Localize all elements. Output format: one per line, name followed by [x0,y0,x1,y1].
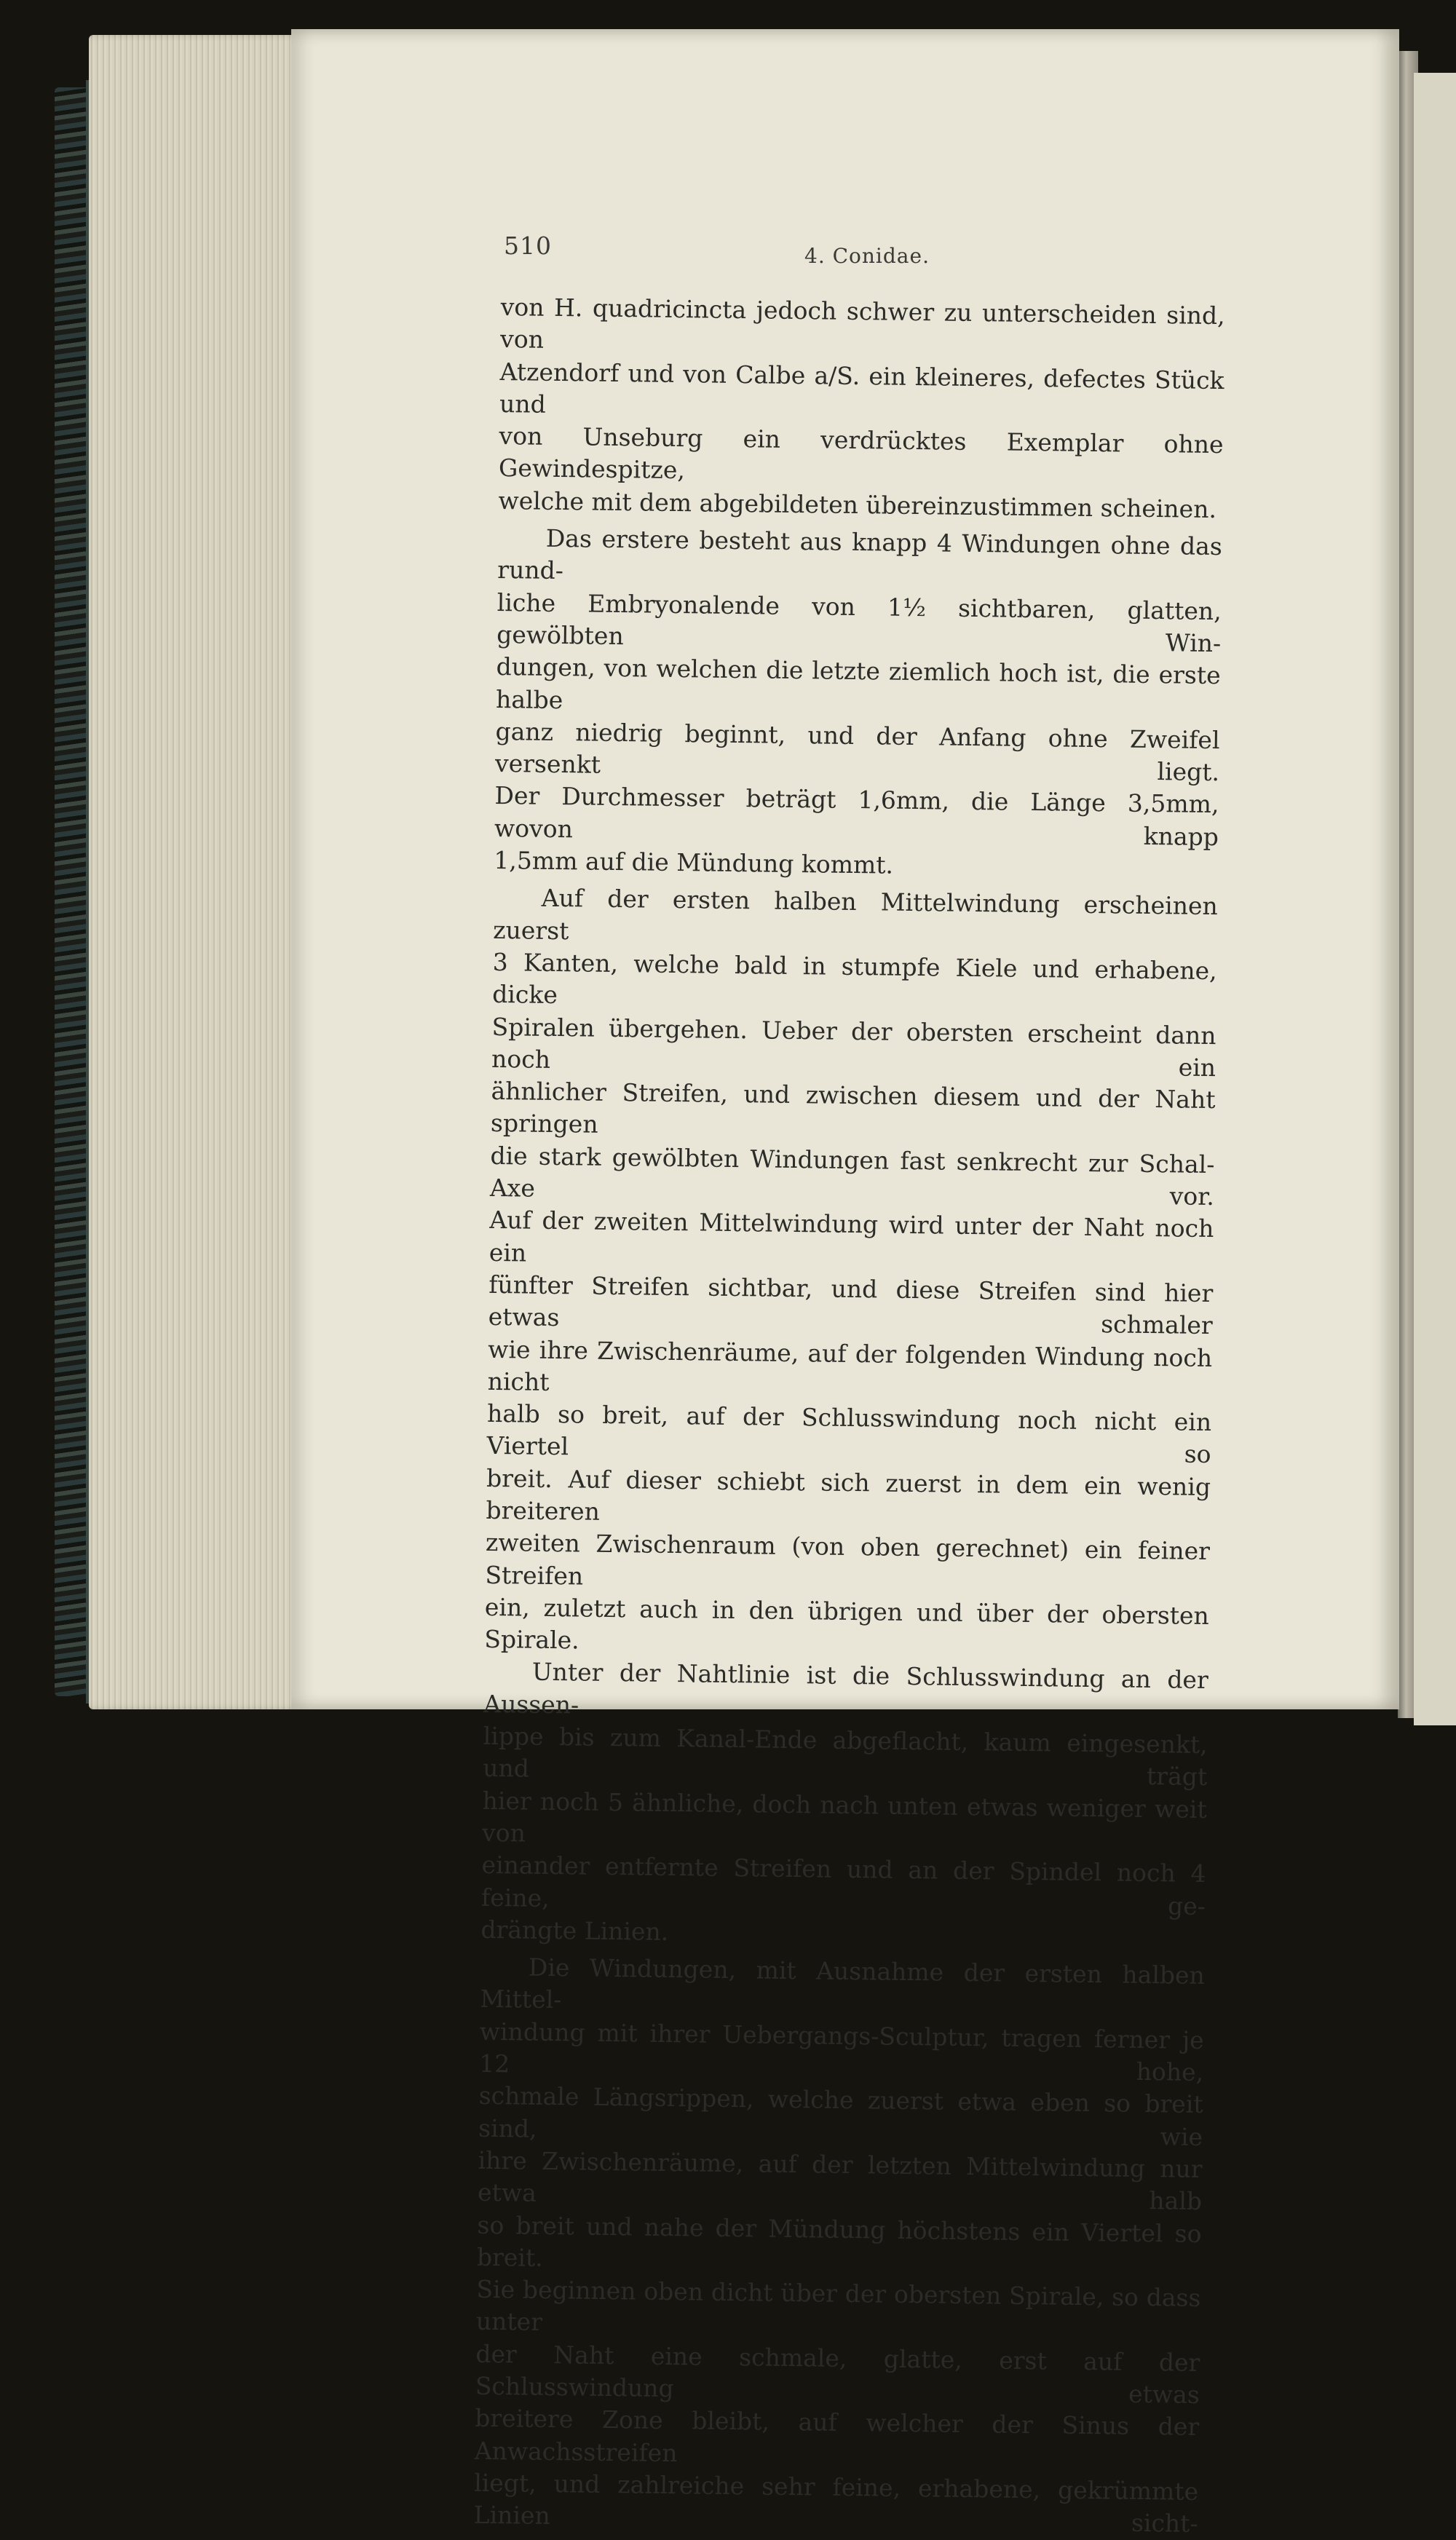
facing-page [1414,73,1456,1725]
text-line: Das erstere besteht aus knapp 4 Windungen ohne das rund- [497,523,1223,585]
text-line: der Naht eine schmale, glatte, erst auf der Schlusswindung etwas [475,2339,1200,2409]
body-text [473,291,1225,2540]
text-line: wie ihre Zwischenräume, auf der folgenden Windung noch nicht [487,1334,1213,1396]
text-line: Spiralen übergehen. Ueber der obersten erscheint dann noch ein [491,1012,1216,1082]
text-line: dungen, von welchen die letzte ziemlich hoch ist, die erste halbe [495,652,1221,714]
text-line: welche mit dem abgebildeten übereinzustimmen scheinen. [498,486,1217,523]
text-line: 1,5mm auf die Mündung kommt. [494,845,894,879]
text-line: hier noch 5 ähnliche, doch nach unten etwas weniger weit von [481,1786,1207,1848]
text-line: ganz niedrig beginnt, und der Anfang ohne Zweifel versenkt liegt. [494,716,1220,787]
text-line: Atzendorf und von Calbe a/S. ein kleineres, defectes Stück und [499,357,1224,419]
text-line: von Unseburg ein verdrücktes Exemplar ohne Gewindespitze, [498,422,1224,485]
text-line: windung mit ihrer Uebergangs-Sculptur, tragen ferner je 12 hohe, [479,2017,1204,2087]
text-line: drängte Linien. [480,1915,669,1946]
text-line: Auf der ersten halben Mittelwindung erscheinen zuerst [493,884,1218,945]
text-line: Die Windungen, mit Ausnahme der ersten halben Mittel- [480,1953,1206,2014]
text-line: ihre Zwischenräume, auf der letzten Mittelwindung nur etwa halb [477,2145,1203,2216]
text-line: fünfter Streifen sichtbar, und diese Streifen sind hier etwas schmaler [488,1270,1214,1340]
text-line: Unter der Nahtlinie ist die Schlusswindung an der Aussen- [483,1658,1209,1720]
text-line: schmale Längsrippen, welche zuerst etwa eben so breit sind, wie [478,2081,1203,2151]
text-line: halb so breit, auf der Schlusswindung noch nicht ein Viertel so [486,1398,1212,1469]
text-line: liche Embryonalende von 1½ sichtbaren, glatten, gewölbten Win- [496,587,1222,658]
page-stack-left [89,35,314,1709]
text-line: Auf der zweiten Mittelwindung wird unter der Naht noch ein [488,1206,1214,1267]
text-line: breit. Auf dieser schiebt sich zuerst in dem ein wenig breiteren [486,1463,1211,1526]
text-line: die stark gewölbten Windungen fast senkrecht zur Schal-Axe vor. [489,1141,1215,1211]
running-head: 4. Conidae. [804,244,930,268]
text-line: 3 Kanten, welche bald in stumpfe Kiele und erhabene, dicke [491,947,1217,1010]
text-line: einander entfernte Streifen und an der Spindel noch 4 feine, ge- [480,1851,1206,1920]
page-number: 510 [504,232,552,260]
text-line: breitere Zone bleibt, auf welcher der Sinus der Anwachsstreifen [474,2404,1200,2467]
text-line: Sie beginnen oben dicht über der obersten Spirale, so dass unter [475,2274,1201,2337]
text-line: ähnlicher Streifen, und zwischen diesem und der Naht springen [490,1077,1216,1139]
text-line: ein, zuletzt auch in den übrigen und über der obersten Spirale. [484,1592,1210,1655]
text-line: liegt, und zahlreiche sehr feine, erhabene, gekrümmte Linien sicht- [473,2468,1199,2539]
text-line: so breit und nahe der Mündung höchstens ein Viertel so breit. [476,2210,1202,2272]
text-line: lippe bis zum Kanal-Ende abgeflacht, kaum eingesenkt, und trägt [482,1721,1208,1792]
text-line: Der Durchmesser beträgt 1,6mm, die Länge 3,5mm, wovon knapp [494,781,1219,851]
text-line: zweiten Zwischenraum (von oben gerechnet) ein feiner Streifen [485,1528,1211,1591]
text-line: von H. quadricincta jedoch schwer zu unterscheiden sind, von [499,292,1225,355]
